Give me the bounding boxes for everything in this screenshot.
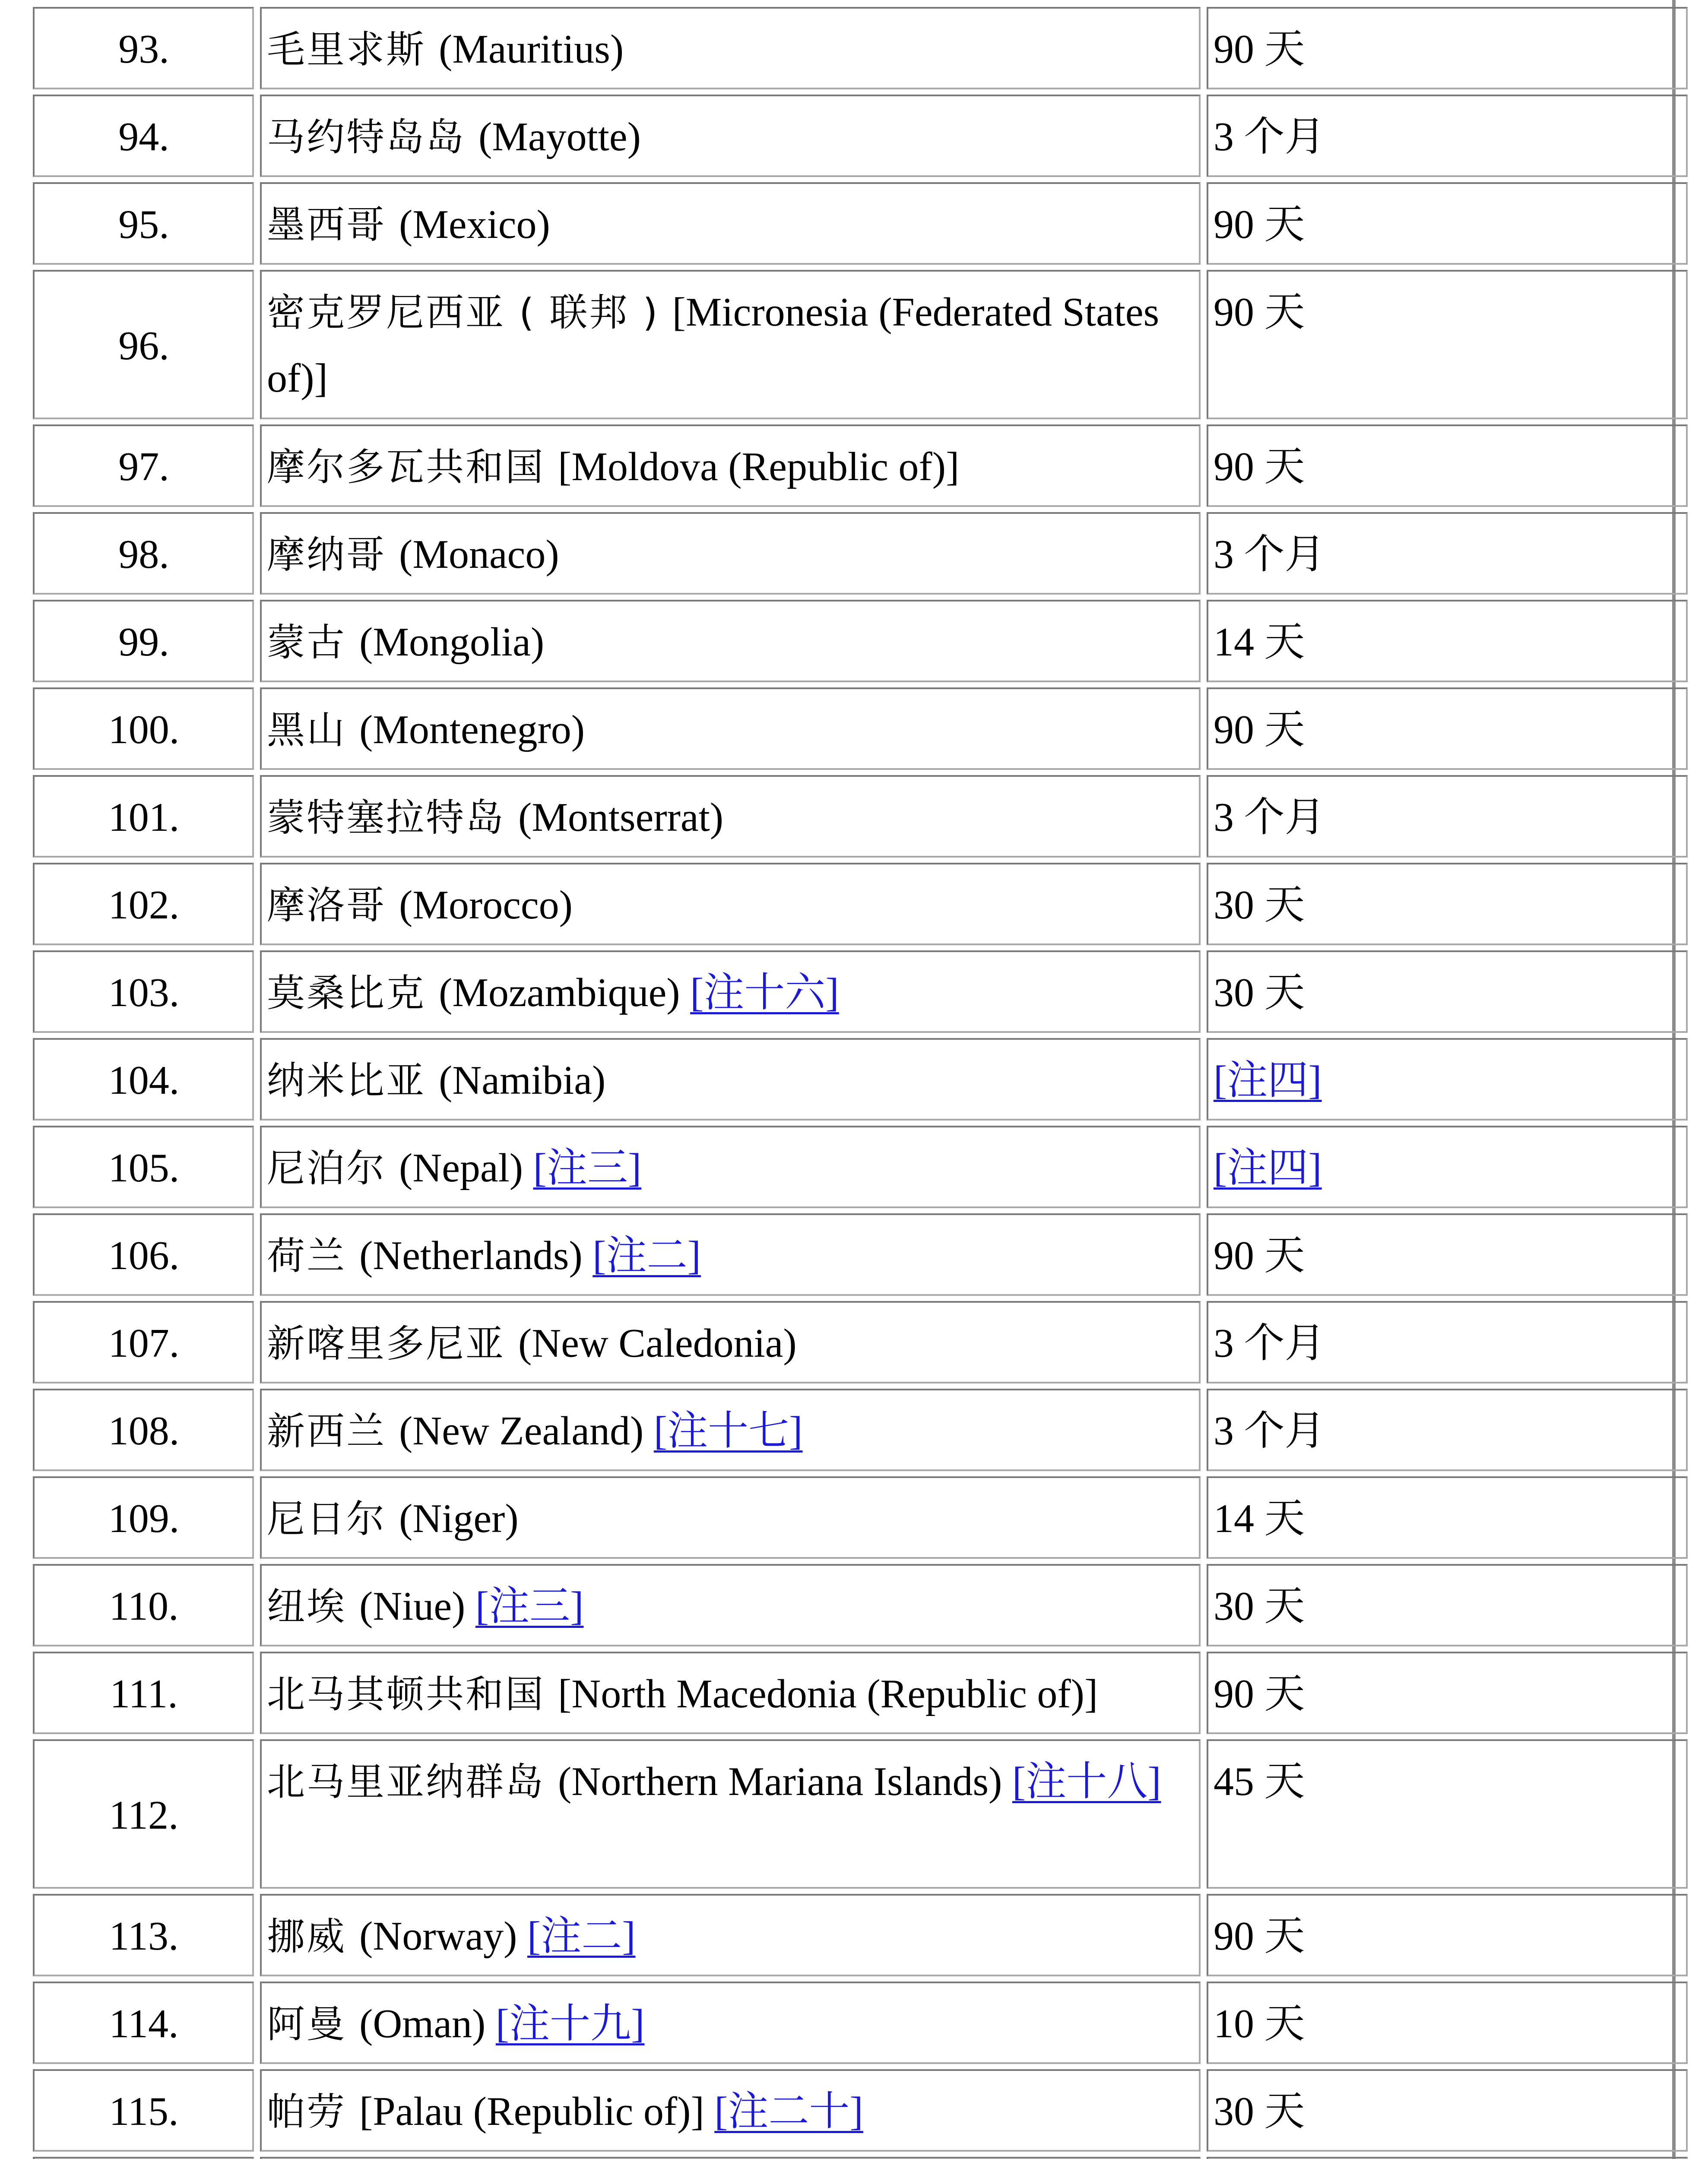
stay-period: 30 天 bbox=[1214, 970, 1305, 1015]
country-name-zh: 密克罗尼西亚 ( 联邦 ) bbox=[267, 290, 659, 335]
stay-period-cell bbox=[1207, 2069, 1688, 2152]
table-row bbox=[33, 512, 1688, 595]
stay-period: 30 天 bbox=[1214, 1584, 1305, 1629]
stay-period: 90 天 bbox=[1214, 444, 1305, 489]
row-number: 109. bbox=[33, 1476, 254, 1559]
country-cell bbox=[260, 1038, 1201, 1121]
table-row bbox=[33, 7, 1688, 89]
country-cell bbox=[260, 1652, 1201, 1734]
footnote-link[interactable]: [注十七] bbox=[653, 1409, 803, 1453]
stay-footnote-link[interactable]: [注四] bbox=[1214, 1146, 1322, 1190]
row-number: 114. bbox=[33, 1982, 254, 2064]
footnote-link[interactable]: [注三] bbox=[475, 1584, 584, 1629]
stay-period: 3 个月 bbox=[1214, 795, 1325, 840]
country-cell bbox=[260, 270, 1201, 419]
country-name-en: (Montserrat) bbox=[518, 795, 724, 840]
stay-period-cell bbox=[1207, 95, 1688, 177]
stay-period: 3 个月 bbox=[1214, 1409, 1325, 1453]
table-row bbox=[33, 600, 1688, 682]
country-name-en: (Norway) bbox=[359, 1914, 517, 1959]
stay-period: 3 个月 bbox=[1214, 1321, 1325, 1366]
table-row bbox=[33, 270, 1688, 419]
country-name-zh: 摩尔多瓦共和国 bbox=[267, 445, 545, 489]
country-name-zh: 新喀里多尼亚 bbox=[267, 1321, 506, 1366]
table-row bbox=[33, 1739, 1688, 1889]
country-cell bbox=[260, 1301, 1201, 1383]
stay-period: 90 天 bbox=[1214, 290, 1305, 335]
row-number: 102. bbox=[33, 863, 254, 945]
stay-period-cell bbox=[1207, 182, 1688, 265]
stay-period-cell bbox=[1207, 1301, 1688, 1383]
country-name-zh: 挪威 bbox=[267, 1914, 347, 1959]
country-cell bbox=[260, 1894, 1201, 1976]
stay-period: 30 天 bbox=[1214, 883, 1305, 928]
row-number: 110. bbox=[33, 1564, 254, 1646]
stay-period-cell bbox=[1207, 687, 1688, 770]
stay-period: 90 天 bbox=[1214, 707, 1305, 752]
country-cell bbox=[260, 95, 1201, 177]
country-name-en: [Palau (Republic of)] bbox=[359, 2089, 704, 2134]
stay-footnote-link[interactable]: [注四] bbox=[1214, 1058, 1322, 1103]
row-number: 105. bbox=[33, 1126, 254, 1208]
stay-period-cell bbox=[1207, 1982, 1688, 2064]
country-name-en: (New Caledonia) bbox=[518, 1321, 797, 1366]
country-name-zh: 纳米比亚 bbox=[267, 1058, 426, 1103]
country-name-zh: 阿曼 bbox=[267, 2002, 347, 2046]
table-row bbox=[33, 687, 1688, 770]
table-row bbox=[33, 1038, 1688, 1121]
row-number: 101. bbox=[33, 775, 254, 858]
footnote-link[interactable]: [注十八] bbox=[1012, 1759, 1161, 1804]
table-body bbox=[33, 7, 1688, 2159]
row-number: 111. bbox=[33, 1652, 254, 1734]
country-name-en: (Namibia) bbox=[439, 1058, 606, 1103]
stay-period: 90 天 bbox=[1214, 27, 1305, 72]
stay-period: 3 个月 bbox=[1214, 532, 1325, 577]
country-name-en: (Mauritius) bbox=[439, 27, 624, 72]
country-cell bbox=[260, 863, 1201, 945]
table-row bbox=[33, 950, 1688, 1033]
country-name-zh: 摩洛哥 bbox=[267, 883, 387, 928]
country-cell bbox=[260, 1213, 1201, 1296]
country-cell bbox=[260, 1389, 1201, 1471]
country-cell bbox=[260, 2157, 1201, 2159]
country-name-en: (Mexico) bbox=[399, 202, 550, 247]
country-cell bbox=[260, 7, 1201, 89]
table-row bbox=[33, 1389, 1688, 1471]
table-row bbox=[33, 1982, 1688, 2064]
row-number: 115. bbox=[33, 2069, 254, 2152]
row-number bbox=[33, 2157, 254, 2159]
country-name-zh: 摩纳哥 bbox=[267, 532, 387, 577]
country-cell bbox=[260, 775, 1201, 858]
country-cell bbox=[260, 2069, 1201, 2152]
stay-period: 30 天 bbox=[1214, 2089, 1305, 2134]
row-number: 112. bbox=[33, 1739, 254, 1889]
stay-period-cell bbox=[1207, 950, 1688, 1033]
country-name-en: (Nepal) bbox=[399, 1146, 523, 1190]
stay-period: 90 天 bbox=[1214, 1914, 1305, 1959]
row-number: 100. bbox=[33, 687, 254, 770]
country-name-zh: 荷兰 bbox=[267, 1234, 347, 1278]
stay-period-cell bbox=[1207, 1739, 1688, 1889]
row-number: 99. bbox=[33, 600, 254, 682]
stay-period-cell bbox=[1207, 2157, 1688, 2159]
stay-period-cell bbox=[1207, 424, 1688, 507]
row-number: 113. bbox=[33, 1894, 254, 1976]
row-number: 106. bbox=[33, 1213, 254, 1296]
stay-period: 14 天 bbox=[1214, 1496, 1305, 1541]
stay-period-cell bbox=[1207, 1389, 1688, 1471]
stay-period-cell bbox=[1207, 7, 1688, 89]
country-cell bbox=[260, 1564, 1201, 1646]
stay-period-cell bbox=[1207, 512, 1688, 595]
country-name-en: (Netherlands) bbox=[359, 1233, 583, 1278]
country-name-en: [North Macedonia (Republic of)] bbox=[558, 1671, 1098, 1716]
row-number: 97. bbox=[33, 424, 254, 507]
footnote-link[interactable]: [注二] bbox=[527, 1914, 636, 1959]
stay-period: 90 天 bbox=[1214, 1233, 1305, 1278]
table-row bbox=[33, 424, 1688, 507]
table-row bbox=[33, 1213, 1688, 1296]
footnote-link[interactable]: [注二] bbox=[593, 1233, 701, 1278]
country-cell bbox=[260, 687, 1201, 770]
country-name-en: (Northern Mariana Islands) bbox=[558, 1759, 1002, 1804]
country-name-zh: 帕劳 bbox=[267, 2089, 347, 2134]
stay-period: 3 个月 bbox=[1214, 114, 1325, 159]
table-row bbox=[33, 863, 1688, 945]
country-name-en: [Micronesia (Federated States of)] bbox=[267, 290, 1160, 401]
table-row bbox=[33, 1301, 1688, 1383]
stay-period-cell bbox=[1207, 1213, 1688, 1296]
country-name-zh: 纽埃 bbox=[267, 1584, 347, 1629]
country-name-en: (New Zealand) bbox=[399, 1409, 644, 1453]
stay-period-cell bbox=[1207, 270, 1688, 419]
footnote-link[interactable]: [注三] bbox=[533, 1146, 642, 1190]
row-number: 107. bbox=[33, 1301, 254, 1383]
stay-period: 90 天 bbox=[1214, 1671, 1305, 1716]
row-number: 98. bbox=[33, 512, 254, 595]
row-number: 93. bbox=[33, 7, 254, 89]
country-name-en: (Oman) bbox=[359, 2001, 486, 2046]
country-cell bbox=[260, 424, 1201, 507]
stay-period: 45 天 bbox=[1214, 1759, 1305, 1804]
country-name-zh: 新西兰 bbox=[267, 1409, 387, 1453]
country-name-zh: 莫桑比克 bbox=[267, 971, 426, 1015]
row-number: 104. bbox=[33, 1038, 254, 1121]
country-cell bbox=[260, 512, 1201, 595]
country-name-zh: 尼日尔 bbox=[267, 1497, 387, 1541]
country-name-zh: 北马其顿共和国 bbox=[267, 1672, 545, 1716]
footnote-link[interactable]: [注二十] bbox=[714, 2089, 863, 2134]
stay-period-cell bbox=[1207, 1894, 1688, 1976]
country-name-zh: 蒙古 bbox=[267, 620, 347, 665]
country-name-zh: 尼泊尔 bbox=[267, 1146, 387, 1190]
table-row bbox=[33, 1652, 1688, 1734]
stay-period: 14 天 bbox=[1214, 620, 1305, 665]
stay-period-cell bbox=[1207, 600, 1688, 682]
table-row bbox=[33, 95, 1688, 177]
country-name-en: (Montenegro) bbox=[359, 707, 585, 752]
country-name-zh: 墨西哥 bbox=[267, 203, 387, 247]
country-cell bbox=[260, 950, 1201, 1033]
row-number: 94. bbox=[33, 95, 254, 177]
row-number: 96. bbox=[33, 270, 254, 419]
country-name-zh: 毛里求斯 bbox=[267, 27, 426, 72]
stay-period-cell bbox=[1207, 1652, 1688, 1734]
row-number: 108. bbox=[33, 1389, 254, 1471]
country-name-zh: 马约特岛岛 bbox=[267, 115, 466, 159]
stay-period-cell bbox=[1207, 863, 1688, 945]
country-cell bbox=[260, 600, 1201, 682]
stay-period-cell bbox=[1207, 1126, 1688, 1208]
country-cell bbox=[260, 1739, 1201, 1889]
stay-period: 90 天 bbox=[1214, 202, 1305, 247]
row-number: 95. bbox=[33, 182, 254, 265]
stay-period-cell bbox=[1207, 1476, 1688, 1559]
table-row bbox=[33, 1564, 1688, 1646]
country-cell bbox=[260, 182, 1201, 265]
country-name-en: (Mozambique) bbox=[439, 970, 680, 1015]
country-cell bbox=[260, 1982, 1201, 2064]
stay-period-cell bbox=[1207, 1564, 1688, 1646]
table-row bbox=[33, 1126, 1688, 1208]
table-row bbox=[33, 2157, 1688, 2159]
country-name-en: (Mayotte) bbox=[478, 114, 641, 159]
table-row bbox=[33, 2069, 1688, 2152]
stay-period: 10 天 bbox=[1214, 2001, 1305, 2046]
table-row bbox=[33, 182, 1688, 265]
row-number: 103. bbox=[33, 950, 254, 1033]
country-name-en: (Niue) bbox=[359, 1584, 466, 1629]
visa-free-table bbox=[27, 2, 1694, 2159]
country-name-zh: 北马里亚纳群岛 bbox=[267, 1760, 545, 1804]
country-name-en: (Monaco) bbox=[399, 532, 559, 577]
table-row bbox=[33, 1476, 1688, 1559]
country-name-zh: 蒙特塞拉特岛 bbox=[267, 795, 506, 840]
table-row bbox=[33, 775, 1688, 858]
country-name-en: (Morocco) bbox=[399, 883, 573, 928]
country-name-zh: 黑山 bbox=[267, 708, 347, 752]
stay-period-cell bbox=[1207, 775, 1688, 858]
footnote-link[interactable]: [注十九] bbox=[495, 2001, 645, 2046]
country-name-en: [Moldova (Republic of)] bbox=[558, 444, 960, 489]
table-row bbox=[33, 1894, 1688, 1976]
stay-period-cell bbox=[1207, 1038, 1688, 1121]
country-cell bbox=[260, 1476, 1201, 1559]
country-name-en: (Niger) bbox=[399, 1496, 519, 1541]
country-name-en: (Mongolia) bbox=[359, 620, 545, 665]
country-cell bbox=[260, 1126, 1201, 1208]
footnote-link[interactable]: [注十六] bbox=[690, 970, 839, 1015]
